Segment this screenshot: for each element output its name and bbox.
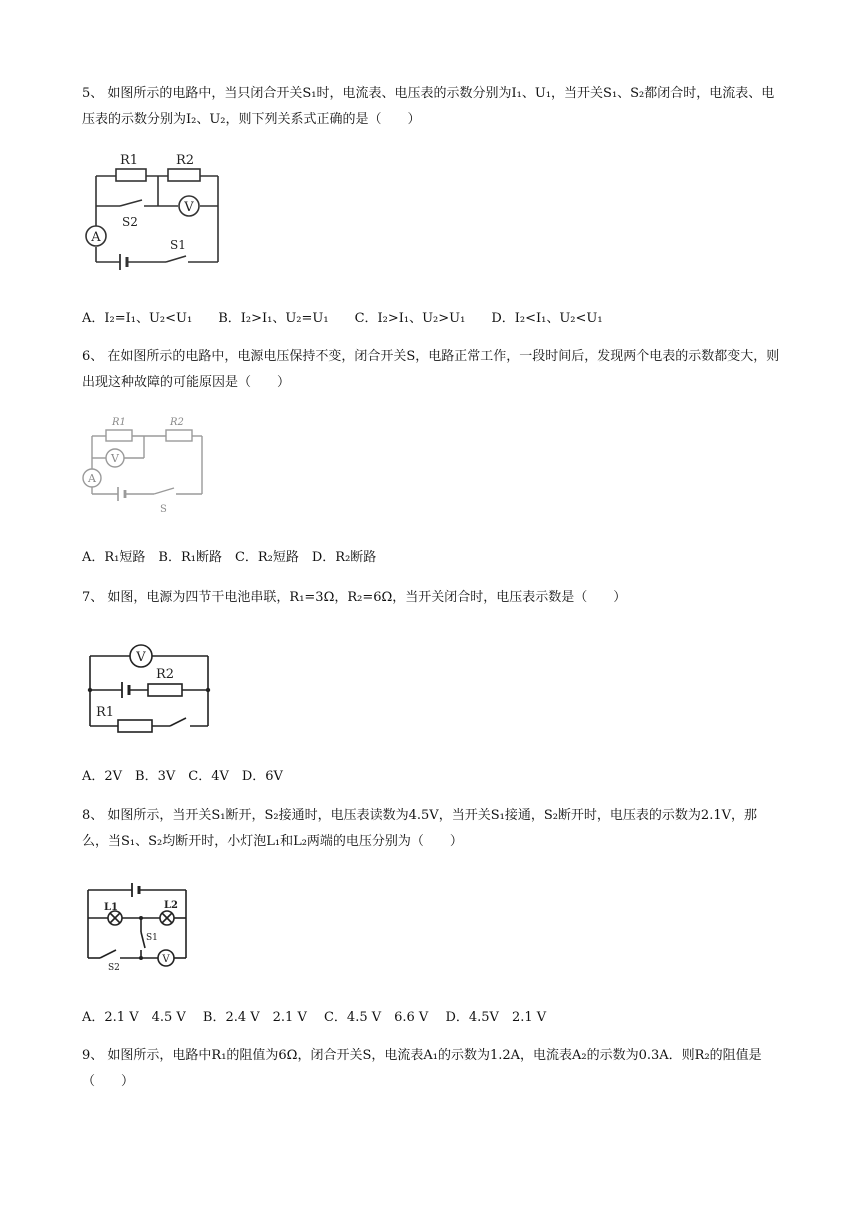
s-label-6: S bbox=[160, 504, 167, 515]
r2-label-7: R2 bbox=[156, 667, 175, 682]
question-7-options: A．2V B．3V C．4V D．6V bbox=[82, 769, 283, 784]
voltmeter-7-label: V bbox=[136, 650, 146, 665]
question-6-options: A．R₁短路 B．R₁断路 C．R₂短路 D．R₂断路 bbox=[82, 550, 377, 565]
question-8 bbox=[82, 803, 782, 855]
r2-label-5: R2 bbox=[176, 153, 195, 168]
voltmeter-8-label: V bbox=[162, 954, 170, 965]
r1-label-5: R1 bbox=[120, 153, 139, 168]
question-7 bbox=[82, 585, 782, 611]
ammeter-5-label: A bbox=[91, 230, 101, 245]
s2-label-8: S2 bbox=[108, 963, 120, 973]
s1-label-5: S1 bbox=[170, 238, 186, 252]
figure-7-circuit bbox=[82, 638, 212, 733]
voltmeter-6-label: V bbox=[111, 452, 119, 465]
voltmeter-5-label: V bbox=[184, 200, 194, 215]
question-6 bbox=[82, 344, 782, 396]
question-9 bbox=[82, 1043, 782, 1095]
question-8-options: A．2.1 V 4.5 V B．2.4 V 2.1 V C．4.5 V 6.6 V D．4.5V 2.1 V bbox=[82, 1010, 547, 1025]
figure-8-circuit bbox=[82, 880, 197, 975]
question-9-text: 9、 如图所示，电路中R₁的阻值为6Ω，闭合开关S，电流表A₁的示数为1.2A，电流表A₂的示数为0.3A．则R₂的阻值是（ ） bbox=[82, 1048, 762, 1089]
s2-label-5: S2 bbox=[122, 215, 138, 229]
r1-label-7: R1 bbox=[96, 705, 115, 720]
figure-6-circuit bbox=[82, 410, 212, 520]
question-5 bbox=[82, 81, 782, 133]
l2-label-8: L2 bbox=[164, 900, 178, 911]
r2-label-6: R2 bbox=[170, 417, 184, 428]
question-7-text: 7、 如图，电源为四节干电池串联，R₁=3Ω，R₂=6Ω，当开关闭合时，电压表示数是（ ） bbox=[82, 590, 627, 605]
question-6-text: 6、 在如图所示的电路中，电源电压保持不变，闭合开关S，电路正常工作，一段时间后，发现两个电表的示数都变大，则出现这种故障的可能原因是（ ） bbox=[82, 349, 780, 390]
question-5-options: A．I₂=I₁、U₂<U₁ B．I₂>I₁、U₂=U₁ C．I₂>I₁、U₂>U₁ D．I₂<I₁、U₂<U₁ bbox=[82, 311, 603, 326]
l1-label-8: L1 bbox=[104, 902, 118, 913]
ammeter-6-label: A bbox=[88, 472, 96, 485]
r1-label-6: R1 bbox=[112, 417, 126, 428]
question-5-text: 5、 如图所示的电路中，当只闭合开关S₁时，电流表、电压表的示数分别为I₁、U₁，当开关S₁、S₂都闭合时，电流表、电压表的示数分别为I₂、U₂，则下列关系式正确的是（ ） bbox=[82, 86, 775, 127]
figure-5-circuit bbox=[82, 146, 232, 271]
s1-label-8: S1 bbox=[146, 933, 158, 943]
question-8-text: 8、 如图所示，当开关S₁断开，S₂接通时，电压表读数为4.5V，当开关S₁接通，S₂断开时，电压表的示数为2.1V，那么，当S₁、S₂均断开时，小灯泡L₁和L₂两端的电压分别为（ ） bbox=[82, 808, 757, 849]
